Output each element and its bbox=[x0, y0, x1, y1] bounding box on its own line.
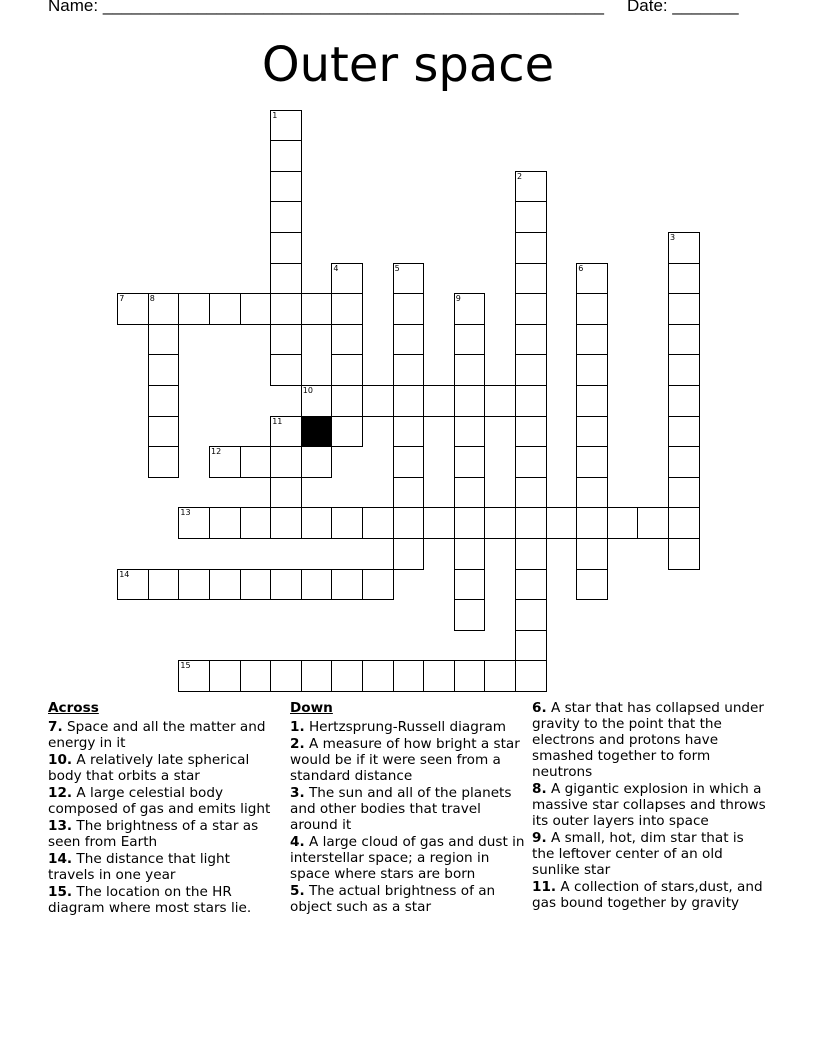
grid-cell[interactable] bbox=[148, 324, 180, 356]
puzzle-title: Outer space bbox=[261, 37, 555, 93]
clue-item bbox=[48, 719, 278, 751]
grid-cell[interactable] bbox=[209, 660, 241, 692]
clue-num: 15. bbox=[48, 884, 73, 900]
grid-cell[interactable] bbox=[454, 660, 486, 692]
grid-cell[interactable] bbox=[331, 416, 363, 448]
grid-cell[interactable] bbox=[454, 477, 486, 509]
grid-cell[interactable] bbox=[148, 416, 180, 448]
grid-cell[interactable] bbox=[454, 446, 486, 478]
grid-cell[interactable] bbox=[270, 416, 302, 448]
clue-number: 3 bbox=[670, 232, 676, 242]
clue-num: 2. bbox=[290, 736, 305, 752]
grid-cell[interactable] bbox=[484, 660, 516, 692]
grid-cell[interactable] bbox=[576, 263, 608, 295]
grid-cell[interactable] bbox=[515, 354, 547, 386]
clue-number: 6 bbox=[578, 263, 584, 273]
grid-cell[interactable] bbox=[576, 507, 608, 539]
grid-cell[interactable] bbox=[393, 660, 425, 692]
clue-num: 6. bbox=[532, 700, 547, 716]
clue-text: The location on the HR diagram where most stars lie. bbox=[48, 884, 252, 916]
grid-cell[interactable] bbox=[393, 324, 425, 356]
grid-cell[interactable] bbox=[454, 599, 486, 631]
grid-cell[interactable] bbox=[148, 293, 180, 325]
grid-cell[interactable] bbox=[423, 507, 455, 539]
grid-cell[interactable] bbox=[393, 385, 425, 417]
clue-text: A star that has collapsed under gravity to the point that the electrons and protons have smashed together to form neutrons bbox=[532, 700, 765, 780]
grid-cell[interactable] bbox=[515, 507, 547, 539]
grid-cell[interactable] bbox=[301, 569, 333, 601]
clue-item bbox=[290, 736, 526, 784]
grid-cell[interactable] bbox=[331, 507, 363, 539]
grid-cell[interactable] bbox=[423, 385, 455, 417]
clue-num: 14. bbox=[48, 851, 73, 867]
clue-number: 5 bbox=[394, 263, 400, 273]
clue-num: 8. bbox=[532, 781, 547, 797]
grid-cell[interactable] bbox=[668, 477, 700, 509]
clue-item bbox=[290, 719, 526, 735]
clue-number: 7 bbox=[119, 294, 125, 304]
grid-cell[interactable] bbox=[393, 507, 425, 539]
clue-number: 2 bbox=[517, 171, 523, 181]
grid-cell[interactable] bbox=[576, 538, 608, 570]
clue-number: 8 bbox=[149, 294, 155, 304]
clue-item bbox=[532, 781, 768, 829]
grid-cell[interactable] bbox=[362, 385, 394, 417]
clue-number: 10 bbox=[302, 385, 313, 395]
clue-num: 9. bbox=[532, 830, 547, 846]
grid-cell[interactable] bbox=[515, 201, 547, 233]
clue-text: The actual brightness of an object such as a star bbox=[290, 883, 496, 915]
grid-cell[interactable] bbox=[515, 324, 547, 356]
grid-cell[interactable] bbox=[668, 507, 700, 539]
grid-cell[interactable] bbox=[576, 385, 608, 417]
grid-cell[interactable] bbox=[423, 660, 455, 692]
clue-number: 12 bbox=[211, 447, 222, 457]
clue-text: The distance that light travels in one year bbox=[48, 851, 231, 883]
clue-item bbox=[290, 883, 526, 915]
clue-text: The brightness of a star as seen from Earth bbox=[48, 818, 259, 850]
grid-cell[interactable] bbox=[607, 507, 639, 539]
grid-cell[interactable] bbox=[546, 507, 578, 539]
grid-cell[interactable] bbox=[515, 416, 547, 448]
clue-number: 14 bbox=[119, 569, 130, 579]
grid-cell[interactable] bbox=[576, 446, 608, 478]
name-label: Name: bbox=[48, 0, 99, 15]
clue-text: A large celestial body composed of gas and emits light bbox=[48, 785, 271, 817]
down-heading: Down bbox=[290, 700, 333, 716]
grid-cell[interactable] bbox=[209, 507, 241, 539]
clue-num: 13. bbox=[48, 818, 73, 834]
grid-cell[interactable] bbox=[240, 446, 272, 478]
grid-cell[interactable] bbox=[668, 293, 700, 325]
grid-cell[interactable] bbox=[576, 477, 608, 509]
grid-cell[interactable] bbox=[362, 569, 394, 601]
grid-cell[interactable] bbox=[454, 507, 486, 539]
grid-cell[interactable] bbox=[393, 263, 425, 295]
grid-cell[interactable] bbox=[454, 354, 486, 386]
clue-item bbox=[290, 785, 526, 833]
grid-cell[interactable] bbox=[148, 446, 180, 478]
clue-num: 7. bbox=[48, 719, 63, 735]
clue-text: A measure of how bright a star would be if it were seen from a standard distance bbox=[290, 736, 520, 784]
grid-cell[interactable] bbox=[331, 660, 363, 692]
grid-cell[interactable] bbox=[393, 293, 425, 325]
grid-cell[interactable] bbox=[515, 263, 547, 295]
grid-cell[interactable] bbox=[668, 324, 700, 356]
grid-block bbox=[301, 416, 333, 448]
grid-cell[interactable] bbox=[454, 416, 486, 448]
across-heading: Across bbox=[48, 700, 99, 716]
grid-cell[interactable] bbox=[301, 385, 333, 417]
grid-cell[interactable] bbox=[515, 232, 547, 264]
grid-cell[interactable] bbox=[209, 569, 241, 601]
grid-cell[interactable] bbox=[178, 507, 210, 539]
clue-number: 15 bbox=[180, 661, 191, 671]
grid-cell[interactable] bbox=[301, 507, 333, 539]
grid-cell[interactable] bbox=[576, 293, 608, 325]
grid-cell[interactable] bbox=[240, 293, 272, 325]
grid-cell[interactable] bbox=[454, 569, 486, 601]
grid-cell[interactable] bbox=[301, 660, 333, 692]
clue-item bbox=[290, 834, 526, 882]
grid-cell[interactable] bbox=[668, 263, 700, 295]
clue-item bbox=[532, 830, 768, 878]
clue-item bbox=[48, 785, 278, 817]
grid-cell[interactable] bbox=[331, 263, 363, 295]
grid-cell[interactable] bbox=[668, 416, 700, 448]
grid-cell[interactable] bbox=[576, 416, 608, 448]
grid-cell[interactable] bbox=[148, 385, 180, 417]
grid-cell[interactable] bbox=[668, 538, 700, 570]
grid-cell[interactable] bbox=[209, 446, 241, 478]
grid-cell[interactable] bbox=[240, 507, 272, 539]
grid-cell[interactable] bbox=[270, 569, 302, 601]
grid-cell[interactable] bbox=[362, 660, 394, 692]
name-field[interactable]: _____________________________________________________ bbox=[102, 0, 604, 15]
clue-num: 5. bbox=[290, 883, 305, 899]
grid-cell[interactable] bbox=[178, 660, 210, 692]
clue-text: A collection of stars,dust, and gas bound together by gravity bbox=[532, 879, 763, 911]
grid-cell[interactable] bbox=[148, 354, 180, 386]
grid-cell[interactable] bbox=[270, 477, 302, 509]
clue-number: 1 bbox=[272, 110, 278, 120]
clue-text: The sun and all of the planets and other bodies that travel around it bbox=[290, 785, 512, 833]
grid-cell[interactable] bbox=[515, 569, 547, 601]
grid-cell[interactable] bbox=[668, 385, 700, 417]
clue-text: A relatively late spherical body that orbits a star bbox=[48, 752, 250, 784]
grid-cell[interactable] bbox=[515, 630, 547, 662]
clue-number: 4 bbox=[333, 263, 339, 273]
grid-cell[interactable] bbox=[270, 324, 302, 356]
grid-cell[interactable] bbox=[270, 171, 302, 203]
clue-text: A gigantic explosion in which a massive star collapses and throws its outer layers into space bbox=[532, 781, 766, 829]
clue-num: 11. bbox=[532, 879, 557, 895]
grid-cell[interactable] bbox=[576, 569, 608, 601]
grid-cell[interactable] bbox=[668, 446, 700, 478]
grid-cell[interactable] bbox=[178, 569, 210, 601]
grid-cell[interactable] bbox=[454, 324, 486, 356]
grid-cell[interactable] bbox=[331, 354, 363, 386]
clue-number: 11 bbox=[272, 416, 283, 426]
grid-cell[interactable] bbox=[515, 599, 547, 631]
grid-cell[interactable] bbox=[240, 569, 272, 601]
grid-cell[interactable] bbox=[209, 293, 241, 325]
grid-cell[interactable] bbox=[515, 293, 547, 325]
grid-cell[interactable] bbox=[117, 569, 149, 601]
grid-cell[interactable] bbox=[515, 477, 547, 509]
grid-cell[interactable] bbox=[331, 569, 363, 601]
date-field[interactable]: _______ bbox=[672, 0, 739, 15]
grid-cell[interactable] bbox=[393, 477, 425, 509]
grid-cell[interactable] bbox=[331, 385, 363, 417]
grid-cell[interactable] bbox=[240, 660, 272, 692]
grid-cell[interactable] bbox=[454, 538, 486, 570]
grid-cell[interactable] bbox=[331, 293, 363, 325]
grid-cell[interactable] bbox=[270, 263, 302, 295]
grid-cell[interactable] bbox=[484, 385, 516, 417]
clue-num: 10. bbox=[48, 752, 73, 768]
grid-cell[interactable] bbox=[148, 569, 180, 601]
clue-item bbox=[532, 700, 768, 780]
clue-item bbox=[532, 879, 768, 911]
clue-item bbox=[48, 884, 278, 916]
clue-num: 4. bbox=[290, 834, 305, 850]
grid-cell[interactable] bbox=[515, 538, 547, 570]
grid-cell[interactable] bbox=[484, 507, 516, 539]
grid-cell[interactable] bbox=[270, 507, 302, 539]
grid-cell[interactable] bbox=[515, 385, 547, 417]
down-clues bbox=[290, 700, 526, 916]
grid-cell[interactable] bbox=[270, 354, 302, 386]
clue-num: 3. bbox=[290, 785, 305, 801]
grid-cell[interactable] bbox=[301, 446, 333, 478]
across-clues bbox=[48, 700, 278, 917]
grid-cell[interactable] bbox=[668, 232, 700, 264]
grid-cell[interactable] bbox=[637, 507, 669, 539]
grid-cell[interactable] bbox=[270, 293, 302, 325]
clue-text: Hertzsprung-Russell diagram bbox=[308, 719, 507, 735]
clue-item bbox=[48, 851, 278, 883]
clue-text: Space and all the matter and energy in it bbox=[48, 719, 266, 751]
grid-cell[interactable] bbox=[515, 446, 547, 478]
grid-cell[interactable] bbox=[301, 293, 333, 325]
clue-num: 1. bbox=[290, 719, 305, 735]
date-label: Date: bbox=[627, 0, 668, 15]
grid-cell[interactable] bbox=[178, 293, 210, 325]
grid-cell[interactable] bbox=[270, 232, 302, 264]
clue-number: 9 bbox=[455, 294, 461, 304]
clue-item bbox=[48, 818, 278, 850]
grid-cell[interactable] bbox=[454, 385, 486, 417]
grid-cell[interactable] bbox=[270, 201, 302, 233]
grid-cell[interactable] bbox=[454, 293, 486, 325]
grid-cell[interactable] bbox=[362, 507, 394, 539]
clue-num: 12. bbox=[48, 785, 73, 801]
grid-cell[interactable] bbox=[576, 324, 608, 356]
grid-cell[interactable] bbox=[576, 354, 608, 386]
grid-cell[interactable] bbox=[270, 660, 302, 692]
grid-cell[interactable] bbox=[393, 446, 425, 478]
grid-cell[interactable] bbox=[515, 660, 547, 692]
grid-cell[interactable] bbox=[270, 140, 302, 172]
clue-text: A large cloud of gas and dust in interstellar space; a region in space where stars are born bbox=[290, 834, 525, 882]
grid-cell[interactable] bbox=[393, 354, 425, 386]
grid-cell[interactable] bbox=[393, 538, 425, 570]
grid-cell[interactable] bbox=[331, 324, 363, 356]
grid-cell[interactable] bbox=[668, 354, 700, 386]
clue-number: 13 bbox=[180, 508, 191, 518]
down-clues-continued bbox=[532, 700, 768, 912]
clue-text: A small, hot, dim star that is the leftover center of an old sunlike star bbox=[532, 830, 744, 878]
grid-cell[interactable] bbox=[515, 171, 547, 203]
clue-item bbox=[48, 752, 278, 784]
grid-cell[interactable] bbox=[270, 110, 302, 142]
grid-cell[interactable] bbox=[393, 416, 425, 448]
grid-cell[interactable] bbox=[117, 293, 149, 325]
